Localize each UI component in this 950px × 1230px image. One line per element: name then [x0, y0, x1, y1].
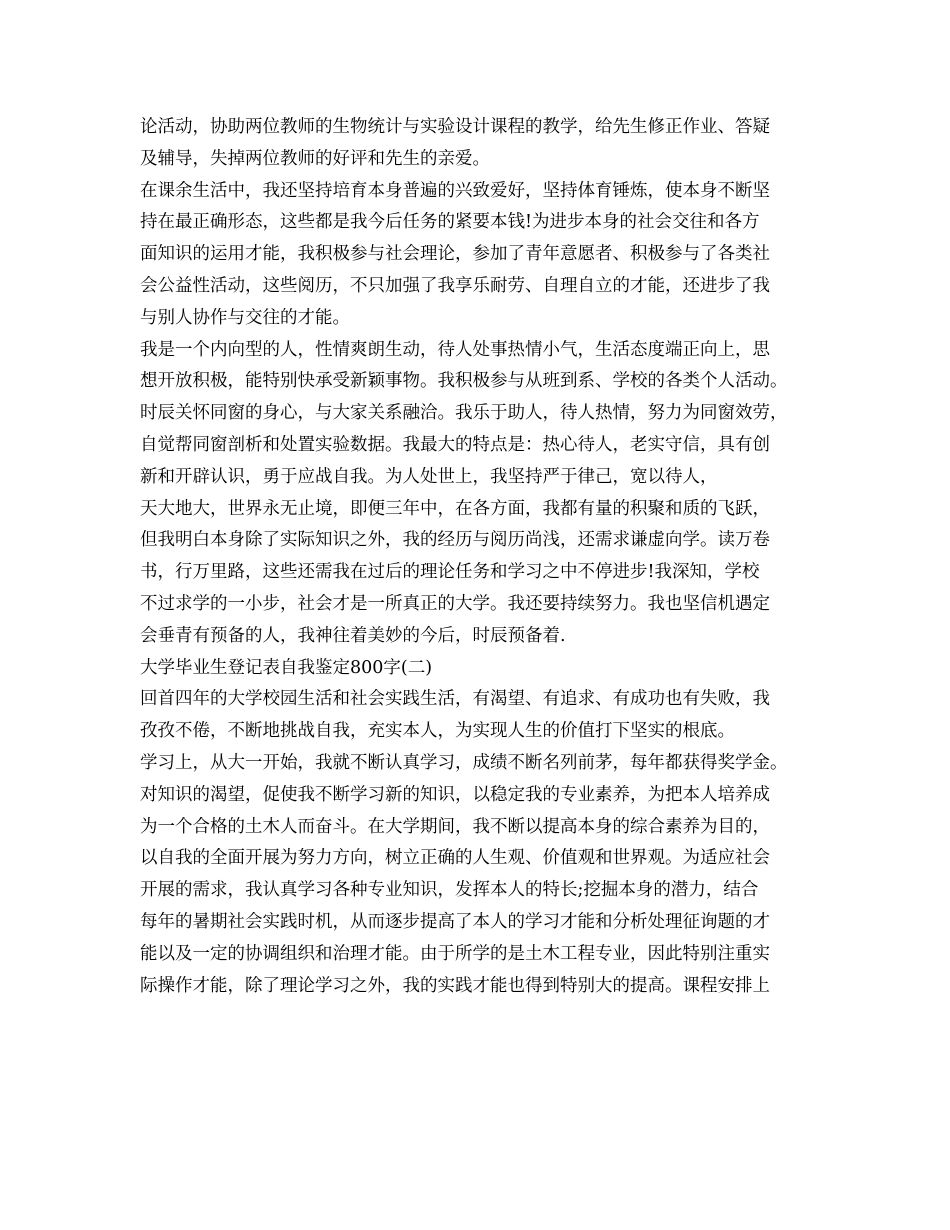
text-line: 自觉帮同窗剖析和处置实验数据。我最大的特点是：热心待人，老实守信，具有创	[140, 434, 770, 455]
text-line: 在课余生活中，我还坚持培育本身普遍的兴致爱好，坚持体育锤炼，使本身不断坚	[140, 180, 770, 201]
text-line: 与别人协作与交往的才能。	[140, 307, 350, 328]
text-line: 想开放积极，能特别快承受新颖事物。我积极参与从班到系、学校的各类个人活动。	[140, 371, 788, 392]
text-line: 面知识的运用才能，我积极参与社会理论，参加了青年意愿者、积极参与了各类社	[140, 244, 770, 265]
document-body	[140, 112, 820, 1002]
text-line: 开展的需求，我认真学习各种专业知识，发挥本人的特长;挖掘本身的潜力，结合	[140, 880, 759, 901]
text-line: 孜孜不倦，不断地挑战自我，充实本人，为实现人生的价值打下坚实的根底。	[140, 721, 735, 742]
text-line: 持在最正确形态，这些都是我今后任务的紧要本钱!为进步本身的社会交往和各方	[140, 212, 760, 233]
text-line: 会公益性活动，这些阅历，不只加强了我享乐耐劳、自理自立的才能，还进步了我	[140, 275, 770, 296]
text-line: 为一个合格的土木人而奋斗。在大学期间，我不断以提高本身的综合素养为目的，	[140, 816, 770, 837]
text-line: 以自我的全面开展为努力方向，树立正确的人生观、价值观和世界观。为适应社会	[140, 848, 770, 869]
text-line: 回首四年的大学校园生活和社会实践生活，有渴望、有追求、有成功也有失败，我	[140, 689, 770, 710]
text-line: 但我明白本身除了实际知识之外，我的经历与阅历尚浅，还需求谦虚向学。读万卷	[140, 530, 770, 551]
text-line: 对知识的渴望，促使我不断学习新的知识，以稳定我的专业素养，为把本人培养成	[140, 784, 770, 805]
text-line: 我是一个内向型的人，性情爽朗生动，待人处事热情小气，生活态度端正向上，思	[140, 339, 770, 360]
text-line: 天大地大，世界永无止境，即便三年中，在各方面，我都有量的积聚和质的飞跃，	[140, 498, 770, 519]
text-line: 会垂青有预备的人，我神往着美妙的今后，时辰预备着.	[140, 625, 566, 646]
section-heading: 大学毕业生登记表自我鉴定800字(二)	[140, 657, 433, 678]
text-line: 不过求学的一小步，社会才是一所真正的大学。我还要持续努力。我也坚信机遇定	[140, 593, 770, 614]
text-line: 书，行万里路，这些还需我在过后的理论任务和学习之中不停进步!我深知，学校	[140, 562, 760, 583]
text-line: 时辰关怀同窗的身心，与大家关系融洽。我乐于助人，待人热情，努力为同窗效劳，	[140, 403, 788, 424]
text-line: 及辅导，失掉两位教师的好评和先生的亲爱。	[140, 148, 490, 169]
text-line: 论活动，协助两位教师的生物统计与实验设计课程的教学，给先生修正作业、答疑	[140, 117, 770, 137]
text-line: 学习上，从大一开始，我就不断认真学习，成绩不断名列前茅，每年都获得奖学金。	[140, 752, 788, 773]
text-line: 新和开辟认识，勇于应战自我。为人处世上，我坚持严于律己，宽以待人，	[140, 466, 718, 487]
text-line: 能以及一定的协调组织和治理才能。由于所学的是土木工程专业，因此特别注重实	[140, 943, 770, 964]
text-line: 际操作才能，除了理论学习之外，我的实践才能也得到特别大的提高。课程安排上	[140, 975, 770, 996]
text-line: 每年的暑期社会实践时机，从而逐步提高了本人的学习才能和分析处理征询题的才	[140, 911, 770, 932]
